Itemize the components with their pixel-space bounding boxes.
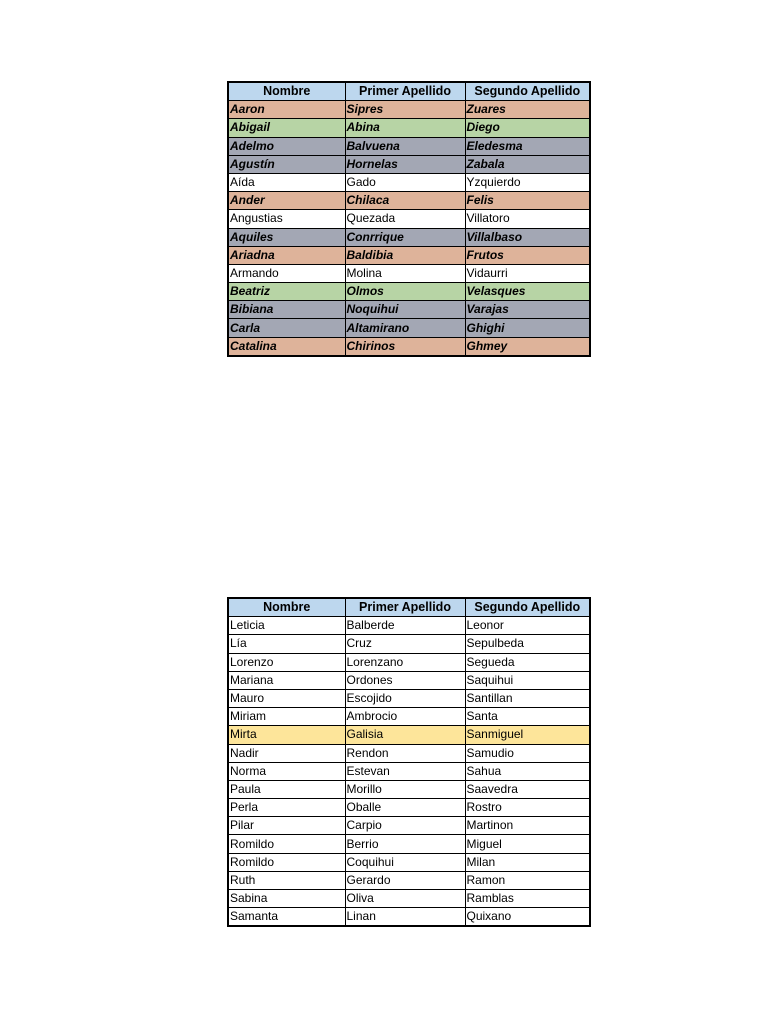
table-row xyxy=(228,192,590,210)
cell-nombre: Norma xyxy=(228,762,345,780)
cell-primer-apellido: Altamirano xyxy=(345,319,465,337)
cell-nombre: Catalina xyxy=(228,337,345,356)
cell-nombre: Bibiana xyxy=(228,301,345,319)
table-row xyxy=(228,264,590,282)
header-segundo-apellido: Segundo Apellido xyxy=(465,598,590,617)
cell-segundo-apellido: Sahua xyxy=(465,762,590,780)
cell-primer-apellido: Balberde xyxy=(345,617,465,635)
cell-nombre: Perla xyxy=(228,799,345,817)
cell-primer-apellido: Chirinos xyxy=(345,337,465,356)
cell-nombre: Abigail xyxy=(228,119,345,137)
header-row xyxy=(228,598,590,617)
cell-primer-apellido: Cruz xyxy=(345,635,465,653)
cell-primer-apellido: Berrio xyxy=(345,835,465,853)
table-row xyxy=(228,671,590,689)
cell-primer-apellido: Linan xyxy=(345,908,465,927)
table-row xyxy=(228,137,590,155)
cell-segundo-apellido: Sepulbeda xyxy=(465,635,590,653)
cell-segundo-apellido: Saavedra xyxy=(465,780,590,798)
table-row xyxy=(228,726,590,744)
cell-segundo-apellido: Ghmey xyxy=(465,337,590,356)
cell-nombre: Agustín xyxy=(228,155,345,173)
names-table-2 xyxy=(227,597,591,927)
cell-segundo-apellido: Leonor xyxy=(465,617,590,635)
table-row xyxy=(228,689,590,707)
cell-segundo-apellido: Yzquierdo xyxy=(465,173,590,191)
cell-primer-apellido: Quezada xyxy=(345,210,465,228)
cell-primer-apellido: Noquihui xyxy=(345,301,465,319)
cell-segundo-apellido: Velasques xyxy=(465,283,590,301)
cell-nombre: Sabina xyxy=(228,890,345,908)
table-row xyxy=(228,799,590,817)
cell-segundo-apellido: Varajas xyxy=(465,301,590,319)
header-row xyxy=(228,82,590,101)
table-row xyxy=(228,635,590,653)
table-row xyxy=(228,283,590,301)
table-row xyxy=(228,853,590,871)
names-table-1 xyxy=(227,81,591,357)
cell-primer-apellido: Ordones xyxy=(345,671,465,689)
cell-nombre: Lía xyxy=(228,635,345,653)
cell-nombre: Romildo xyxy=(228,853,345,871)
cell-segundo-apellido: Santa xyxy=(465,708,590,726)
cell-primer-apellido: Escojido xyxy=(345,689,465,707)
table-row xyxy=(228,817,590,835)
cell-primer-apellido: Hornelas xyxy=(345,155,465,173)
cell-primer-apellido: Baldibia xyxy=(345,246,465,264)
table-row xyxy=(228,319,590,337)
cell-nombre: Angustias xyxy=(228,210,345,228)
cell-nombre: Romildo xyxy=(228,835,345,853)
cell-nombre: Armando xyxy=(228,264,345,282)
cell-segundo-apellido: Frutos xyxy=(465,246,590,264)
cell-primer-apellido: Olmos xyxy=(345,283,465,301)
cell-primer-apellido: Gerardo xyxy=(345,871,465,889)
cell-segundo-apellido: Vidaurri xyxy=(465,264,590,282)
cell-nombre: Miriam xyxy=(228,708,345,726)
cell-primer-apellido: Lorenzano xyxy=(345,653,465,671)
cell-nombre: Leticia xyxy=(228,617,345,635)
cell-primer-apellido: Conrrique xyxy=(345,228,465,246)
cell-nombre: Ruth xyxy=(228,871,345,889)
table-row xyxy=(228,617,590,635)
cell-nombre: Aída xyxy=(228,173,345,191)
cell-primer-apellido: Oballe xyxy=(345,799,465,817)
cell-segundo-apellido: Samudio xyxy=(465,744,590,762)
header-segundo-apellido: Segundo Apellido xyxy=(465,82,590,101)
cell-primer-apellido: Chilaca xyxy=(345,192,465,210)
table-row xyxy=(228,653,590,671)
cell-segundo-apellido: Ramon xyxy=(465,871,590,889)
header-primer-apellido: Primer Apellido xyxy=(345,598,465,617)
cell-segundo-apellido: Santillan xyxy=(465,689,590,707)
table-row xyxy=(228,228,590,246)
table-row xyxy=(228,871,590,889)
cell-nombre: Adelmo xyxy=(228,137,345,155)
cell-segundo-apellido: Zuares xyxy=(465,101,590,119)
cell-nombre: Nadir xyxy=(228,744,345,762)
table-row xyxy=(228,744,590,762)
table-row xyxy=(228,908,590,927)
table-row xyxy=(228,101,590,119)
header-nombre: Nombre xyxy=(228,82,345,101)
table-row xyxy=(228,173,590,191)
cell-segundo-apellido: Milan xyxy=(465,853,590,871)
cell-primer-apellido: Galisia xyxy=(345,726,465,744)
table-row xyxy=(228,780,590,798)
cell-segundo-apellido: Ghighi xyxy=(465,319,590,337)
cell-primer-apellido: Estevan xyxy=(345,762,465,780)
cell-segundo-apellido: Villatoro xyxy=(465,210,590,228)
cell-primer-apellido: Balvuena xyxy=(345,137,465,155)
cell-segundo-apellido: Rostro xyxy=(465,799,590,817)
cell-nombre: Pilar xyxy=(228,817,345,835)
table-1-body xyxy=(228,101,590,356)
cell-primer-apellido: Carpio xyxy=(345,817,465,835)
cell-primer-apellido: Molina xyxy=(345,264,465,282)
table-row xyxy=(228,835,590,853)
cell-segundo-apellido: Villalbaso xyxy=(465,228,590,246)
cell-primer-apellido: Gado xyxy=(345,173,465,191)
table-row xyxy=(228,890,590,908)
cell-segundo-apellido: Eledesma xyxy=(465,137,590,155)
table-row xyxy=(228,762,590,780)
cell-nombre: Mariana xyxy=(228,671,345,689)
cell-primer-apellido: Oliva xyxy=(345,890,465,908)
cell-segundo-apellido: Miguel xyxy=(465,835,590,853)
cell-nombre: Ander xyxy=(228,192,345,210)
cell-nombre: Lorenzo xyxy=(228,653,345,671)
cell-segundo-apellido: Segueda xyxy=(465,653,590,671)
cell-nombre: Carla xyxy=(228,319,345,337)
header-primer-apellido: Primer Apellido xyxy=(345,82,465,101)
table-row xyxy=(228,301,590,319)
cell-nombre: Samanta xyxy=(228,908,345,927)
cell-nombre: Mirta xyxy=(228,726,345,744)
cell-primer-apellido: Coquihui xyxy=(345,853,465,871)
cell-primer-apellido: Abina xyxy=(345,119,465,137)
cell-segundo-apellido: Sanmiguel xyxy=(465,726,590,744)
cell-primer-apellido: Morillo xyxy=(345,780,465,798)
table-row xyxy=(228,246,590,264)
cell-nombre: Aquiles xyxy=(228,228,345,246)
table-row xyxy=(228,708,590,726)
table-row xyxy=(228,210,590,228)
cell-segundo-apellido: Ramblas xyxy=(465,890,590,908)
cell-segundo-apellido: Felis xyxy=(465,192,590,210)
cell-nombre: Mauro xyxy=(228,689,345,707)
table-row xyxy=(228,337,590,356)
cell-primer-apellido: Ambrocio xyxy=(345,708,465,726)
cell-nombre: Beatriz xyxy=(228,283,345,301)
cell-segundo-apellido: Quixano xyxy=(465,908,590,927)
header-nombre: Nombre xyxy=(228,598,345,617)
cell-primer-apellido: Rendon xyxy=(345,744,465,762)
cell-nombre: Ariadna xyxy=(228,246,345,264)
cell-segundo-apellido: Zabala xyxy=(465,155,590,173)
cell-segundo-apellido: Saquihui xyxy=(465,671,590,689)
cell-nombre: Aaron xyxy=(228,101,345,119)
table-row xyxy=(228,155,590,173)
cell-segundo-apellido: Martinon xyxy=(465,817,590,835)
cell-nombre: Paula xyxy=(228,780,345,798)
cell-primer-apellido: Sipres xyxy=(345,101,465,119)
table-row xyxy=(228,119,590,137)
cell-segundo-apellido: Diego xyxy=(465,119,590,137)
table-2-body xyxy=(228,617,590,927)
